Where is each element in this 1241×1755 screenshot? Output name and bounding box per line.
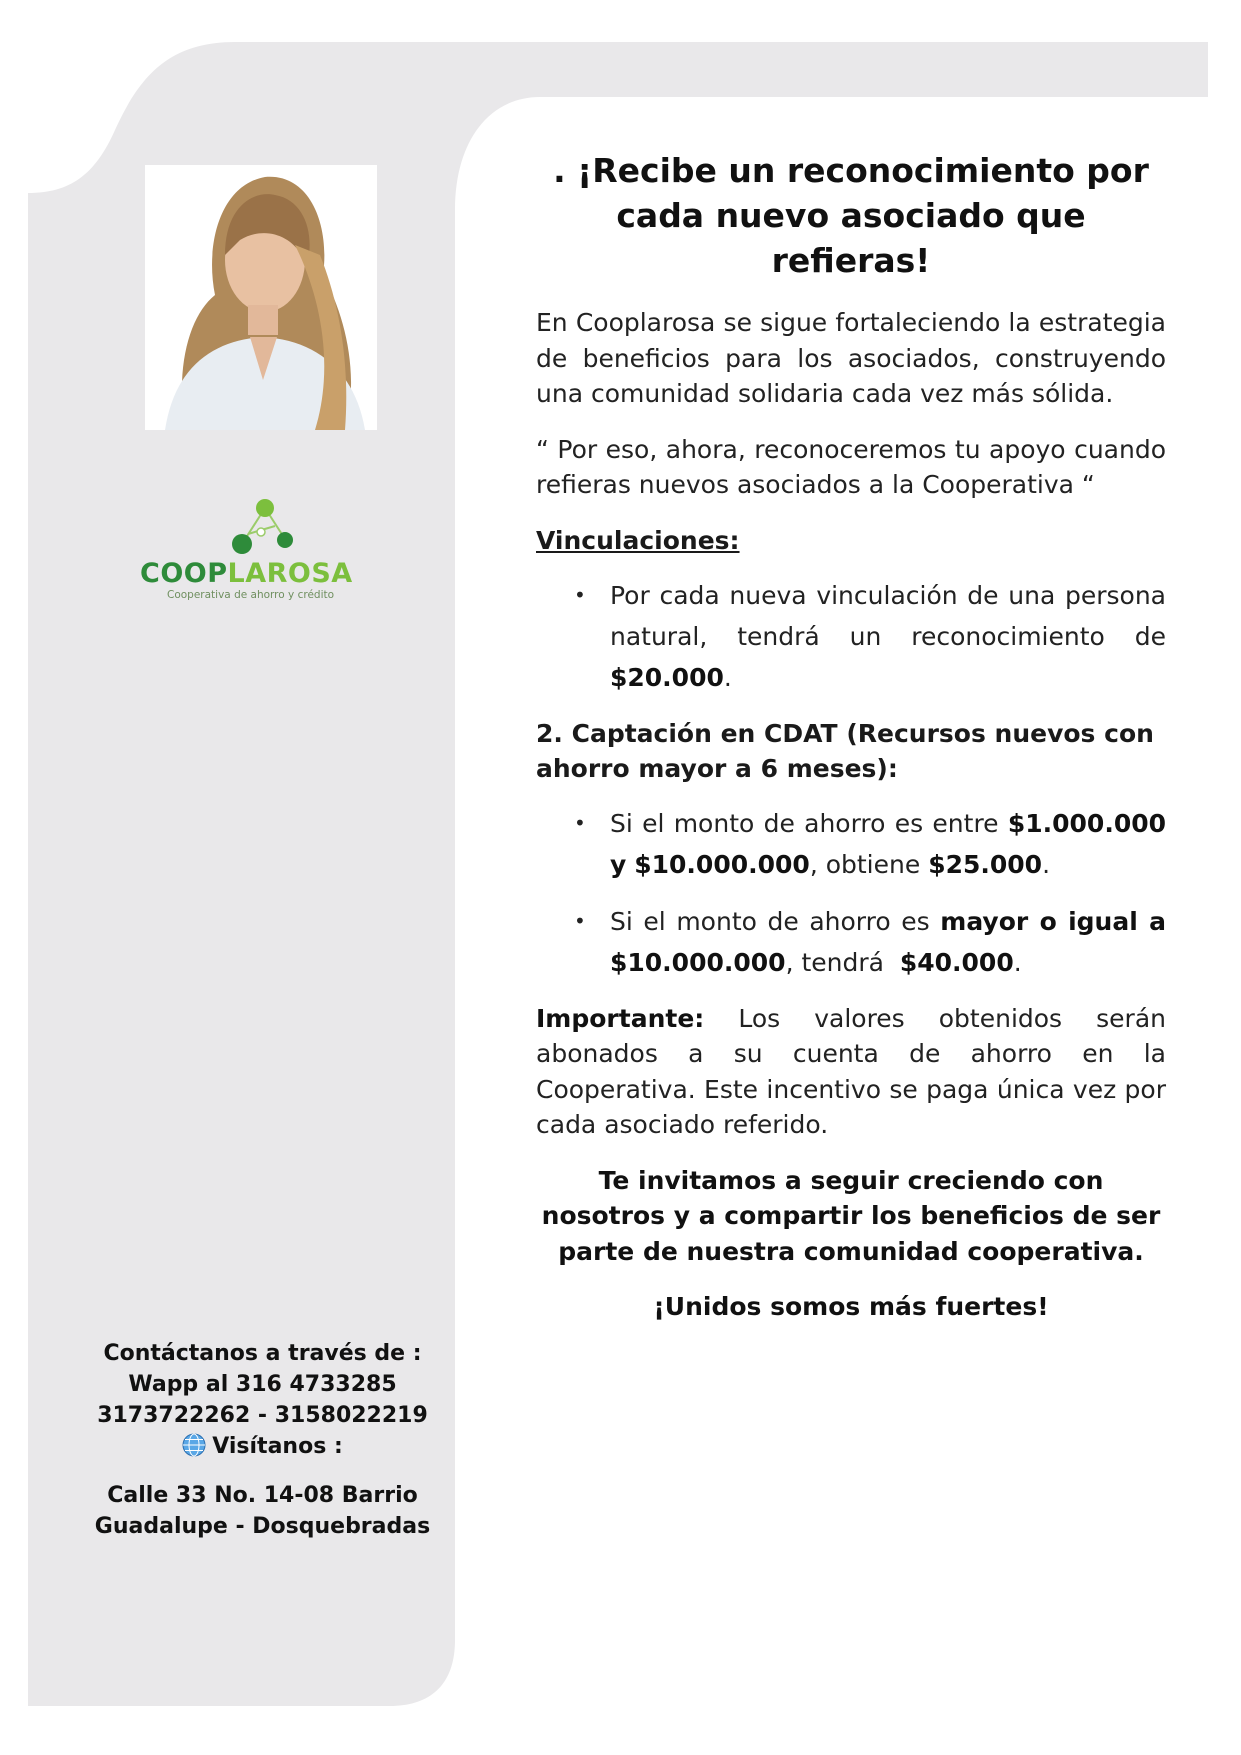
- contact-heading: Contáctanos a través de :: [103, 1341, 422, 1366]
- address-line1: Calle 33 No. 14-08 Barrio: [107, 1483, 418, 1508]
- captacion-item2-mid: , tendrá: [785, 947, 884, 977]
- logo-tagline: Cooperativa de ahorro y crédito: [167, 589, 335, 601]
- slogan: ¡Unidos somos más fuertes!: [653, 1292, 1049, 1321]
- captacion-item2-end: .: [1013, 947, 1022, 977]
- address-line2: Guadalupe - Dosquebradas: [94, 1514, 431, 1539]
- title-line2: cada nuevo asociado que: [616, 196, 1086, 235]
- captacion-conjunction: y: [610, 849, 627, 879]
- quote-paragraph: “ Por eso, ahora, reconoceremos tu apoyo cuando refieras nuevos asociados a la Cooperativa “: [536, 434, 1166, 499]
- vinculacion-amount: $20.000: [610, 662, 724, 692]
- cooplarosa-logo: [135, 496, 395, 606]
- list-item: [610, 803, 1166, 885]
- captacion-list: [536, 803, 1166, 983]
- profile-photo: [145, 165, 377, 430]
- contact-phones: 3173722262 - 3158022219: [97, 1403, 428, 1428]
- logo-name-part1: COOP: [140, 558, 228, 589]
- captacion-reward-1: $25.000: [928, 849, 1043, 879]
- captacion-item2-pre: Si el monto de ahorro es: [610, 906, 930, 936]
- captacion-heading: 2. Captación en CDAT (Recursos nuevos con ahorro mayor a 6 meses):: [536, 718, 1154, 783]
- importante-label: Importante:: [536, 1003, 705, 1033]
- list-item: [610, 575, 1166, 698]
- vinculaciones-list: [536, 575, 1166, 698]
- captacion-amount-min: $1.000.000: [1007, 808, 1167, 838]
- title-line3: refieras!: [771, 241, 931, 280]
- vinculaciones-heading: Vinculaciones:: [536, 525, 740, 555]
- importante-paragraph: [536, 1001, 1166, 1143]
- importante-text: Los valores obtenidos serán abonados a su cuenta de ahorro en la Cooperativa. Este incentivo se paga única vez por cada asociado referido.: [536, 1003, 1166, 1139]
- contact-visit: [70, 1431, 455, 1462]
- closing-paragraph: Te invitamos a seguir creciendo con nosotros y a compartir los beneficios de ser parte de nuestra comunidad cooperativa.: [541, 1165, 1161, 1266]
- main-content: [536, 148, 1166, 1345]
- captacion-item1-pre: Si el monto de ahorro es entre: [610, 808, 999, 838]
- captacion-amount-max: $10.000.000: [634, 849, 810, 879]
- captacion-item1-end: .: [1042, 849, 1051, 879]
- list-item: [610, 901, 1166, 983]
- captacion-item2-condition: mayor o igual a $10.000.000: [610, 906, 1167, 977]
- title-line1: . ¡Recibe un reconocimiento por: [553, 151, 1149, 190]
- captacion-reward-2: $40.000: [899, 947, 1014, 977]
- contact-block: [70, 1338, 455, 1542]
- vinculacion-text: Por cada nueva vinculación de una persona natural, tendrá un reconocimiento de: [610, 580, 1166, 651]
- page-title: [536, 148, 1166, 283]
- vinculacion-end: .: [723, 662, 732, 692]
- captacion-item1-mid: , obtiene: [809, 849, 921, 879]
- contact-whatsapp: Wapp al 316 4733285: [128, 1372, 397, 1397]
- globe-icon: [182, 1433, 206, 1457]
- contact-visit-label: Visítanos :: [212, 1434, 343, 1459]
- logo-wordmark: [140, 558, 353, 589]
- logo-name-part2: LAROSA: [227, 558, 353, 589]
- intro-paragraph: En Cooplarosa se sigue fortaleciendo la estrategia de beneficios para los asociados, construyendo una comunidad solidaria cada vez más sólida.: [536, 308, 1166, 408]
- logo-mark-icon: [135, 496, 395, 558]
